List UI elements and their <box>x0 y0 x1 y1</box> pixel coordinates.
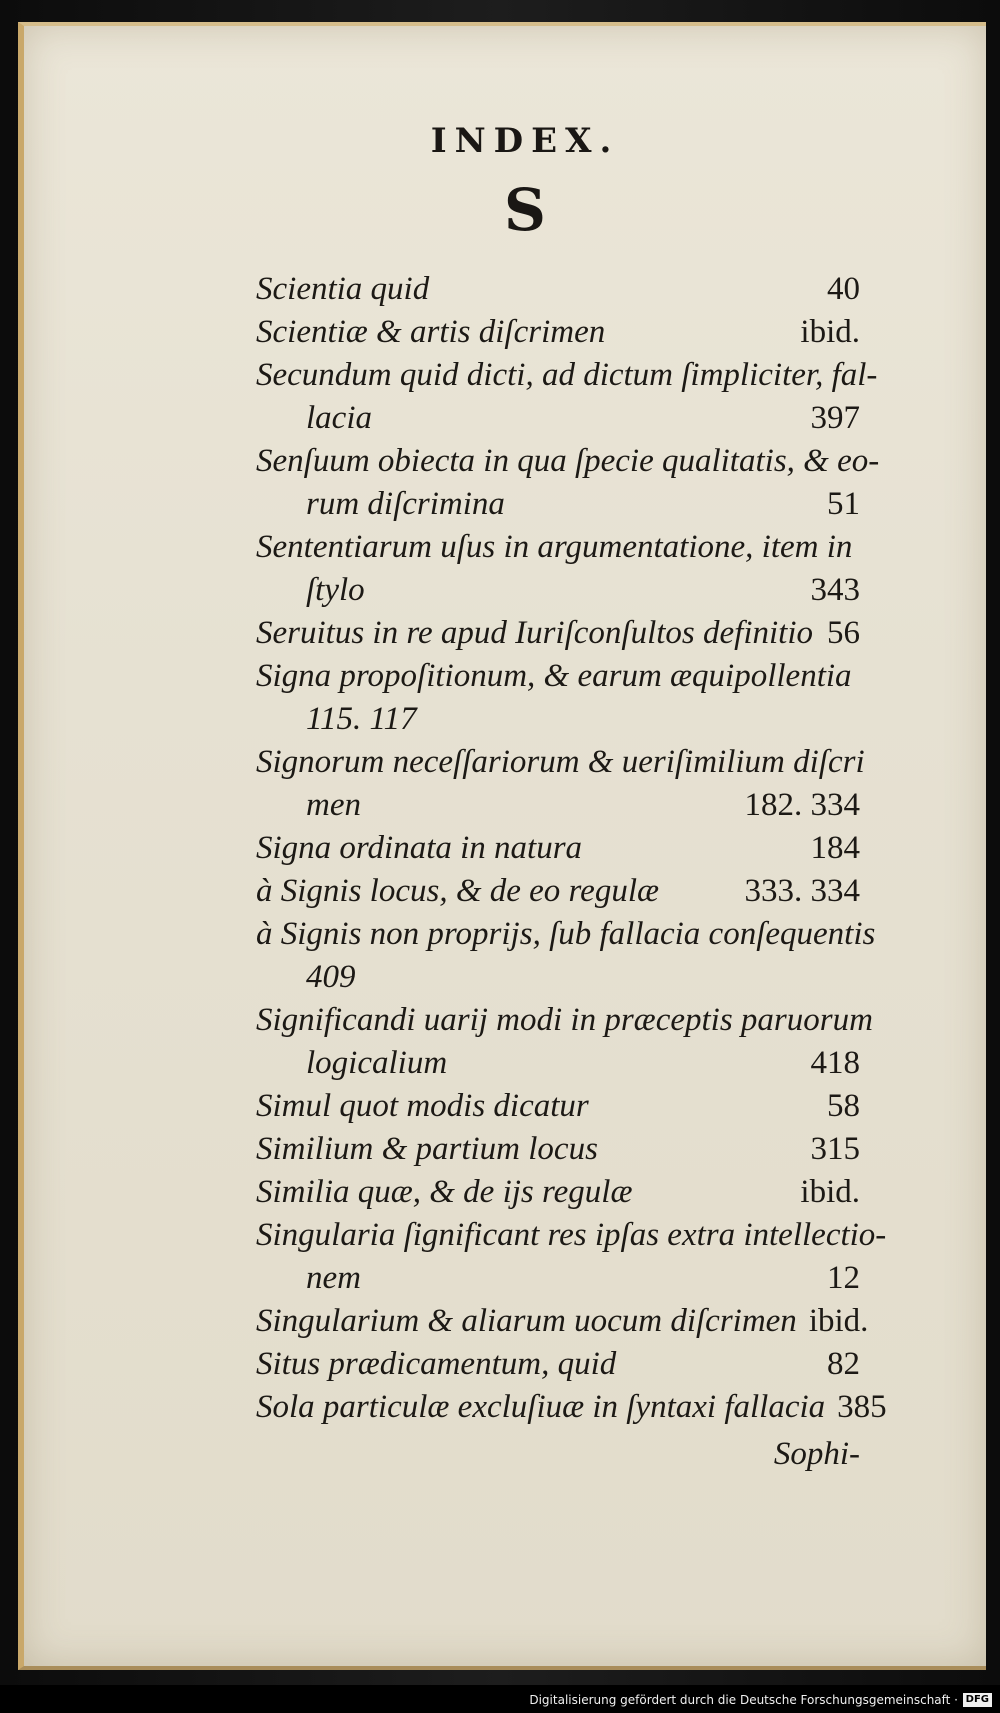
index-entry <box>256 354 878 440</box>
entry-page-ref: 333. 334 <box>744 873 860 909</box>
book-page <box>18 22 986 1670</box>
entry-page-ref: 343 <box>810 572 860 608</box>
entry-term: rum diſcrimina <box>306 486 505 522</box>
footer-bar <box>0 1685 1000 1713</box>
entry-line <box>256 526 860 569</box>
dfg-logo: DFG <box>963 1693 992 1707</box>
entry-line <box>256 354 878 397</box>
index-entry <box>256 1085 860 1128</box>
index-entries <box>256 268 887 1476</box>
index-entry <box>256 1128 860 1171</box>
entry-term: nem <box>306 1260 361 1296</box>
entry-line <box>256 397 860 440</box>
entry-line <box>256 870 860 913</box>
index-entry <box>256 870 860 913</box>
entry-line <box>256 741 865 784</box>
entry-term: Situs prædicamentum, quid <box>256 1346 617 1382</box>
index-entry <box>256 655 860 741</box>
entry-term: Secundum quid dicti, ad dictum ſimpliciter, fal- <box>256 357 878 393</box>
entry-term: Senſuum obiecta in qua ſpecie qualitatis, & eo- <box>256 443 880 479</box>
entry-term: Signorum neceſſariorum & ueriſimilium diſcri <box>256 744 865 780</box>
index-entry <box>256 741 865 827</box>
entry-line <box>256 612 860 655</box>
entry-page-ref: 51 <box>827 486 860 522</box>
entry-page-ref: ibid. <box>800 314 860 350</box>
footer-credit: Digitalisierung gefördert durch die Deutsche Forschungsgemeinschaft · <box>529 1693 958 1707</box>
entry-term: logicalium <box>306 1045 448 1081</box>
index-entry <box>256 440 880 526</box>
entry-line <box>256 1171 860 1214</box>
entry-term: men <box>306 787 361 823</box>
index-entry <box>256 612 860 655</box>
index-entry <box>256 1300 869 1343</box>
index-entry <box>256 268 860 311</box>
entry-page-ref: 182. 334 <box>744 787 860 823</box>
entry-term: Signa propoſitionum, & earum æquipollentia <box>256 658 852 694</box>
entry-line <box>256 1042 860 1085</box>
entry-term: Singularium & aliarum uocum diſcrimen <box>256 1303 797 1339</box>
entry-line <box>256 784 860 827</box>
entry-line <box>256 440 880 483</box>
entry-line <box>256 698 860 741</box>
entry-line <box>256 655 860 698</box>
entry-line <box>256 1085 860 1128</box>
entry-term: à Signis locus, & de eo regulæ <box>256 873 659 909</box>
entry-line <box>256 999 873 1042</box>
entry-page-ref: ibid. <box>800 1174 860 1210</box>
entry-page-ref: 56 <box>827 615 860 651</box>
entry-term: Significandi uarij modi in præceptis paruorum <box>256 1002 873 1038</box>
index-entry <box>256 1343 860 1386</box>
entry-line <box>256 1300 869 1343</box>
entry-line <box>256 913 876 956</box>
index-entry <box>256 827 860 870</box>
entry-term: ſtylo <box>306 572 365 608</box>
entry-term: Seruitus in re apud Iuriſconſultos definitio <box>256 615 814 651</box>
entry-page-ref: 397 <box>810 400 860 436</box>
entry-line <box>256 483 860 526</box>
entry-line <box>256 956 860 999</box>
entry-line <box>256 268 860 311</box>
entry-term: Sola particulæ excluſiuæ in ſyntaxi fallacia <box>256 1389 826 1425</box>
entry-page-ref: 184 <box>810 830 860 866</box>
entry-term: Similia quæ, & de ijs regulæ <box>256 1174 633 1210</box>
entry-term: Sententiarum uſus in argumentatione, item in <box>256 529 853 565</box>
entry-page-ref: 315 <box>810 1131 860 1167</box>
entry-line <box>256 1343 860 1386</box>
entry-term: Scientia quid <box>256 271 430 307</box>
entry-term: Singularia ſignificant res ipſas extra intellectio- <box>256 1217 887 1253</box>
index-entry <box>256 526 860 612</box>
entry-page-ref: 40 <box>827 271 860 307</box>
index-entry <box>256 999 873 1085</box>
entry-line <box>256 1257 860 1300</box>
entry-line <box>256 1386 887 1429</box>
entry-page-ref: ibid. <box>808 1303 869 1339</box>
entry-line <box>256 1214 887 1257</box>
index-entry <box>256 1386 887 1429</box>
entry-term: à Signis non proprijs, ſub fallacia conſequentis <box>256 916 876 952</box>
entry-term: Signa ordinata in natura <box>256 830 583 866</box>
entry-line <box>256 569 860 612</box>
entry-term: 115. 117 <box>306 701 417 737</box>
section-letter: S <box>504 176 546 244</box>
entry-term: Scientiæ & artis diſcrimen <box>256 314 606 350</box>
entry-page-ref: 12 <box>827 1260 860 1296</box>
entry-line <box>256 311 860 354</box>
catchword: Sophi- <box>773 1436 860 1472</box>
entry-line <box>256 827 860 870</box>
entry-line <box>256 1128 860 1171</box>
running-head: INDEX. <box>430 121 620 161</box>
index-entry <box>256 1214 887 1300</box>
entry-page-ref: 82 <box>827 1346 860 1382</box>
entry-term: Similium & partium locus <box>256 1131 598 1167</box>
index-entry <box>256 913 876 999</box>
index-entry <box>256 311 860 354</box>
entry-term: 409 <box>306 959 356 995</box>
index-entry <box>256 1171 860 1214</box>
entry-page-ref: 418 <box>810 1045 860 1081</box>
entry-term: lacia <box>306 400 372 436</box>
entry-term: Simul quot modis dicatur <box>256 1088 589 1124</box>
entry-page-ref: 58 <box>827 1088 860 1124</box>
entry-page-ref: 385 <box>837 1389 887 1425</box>
